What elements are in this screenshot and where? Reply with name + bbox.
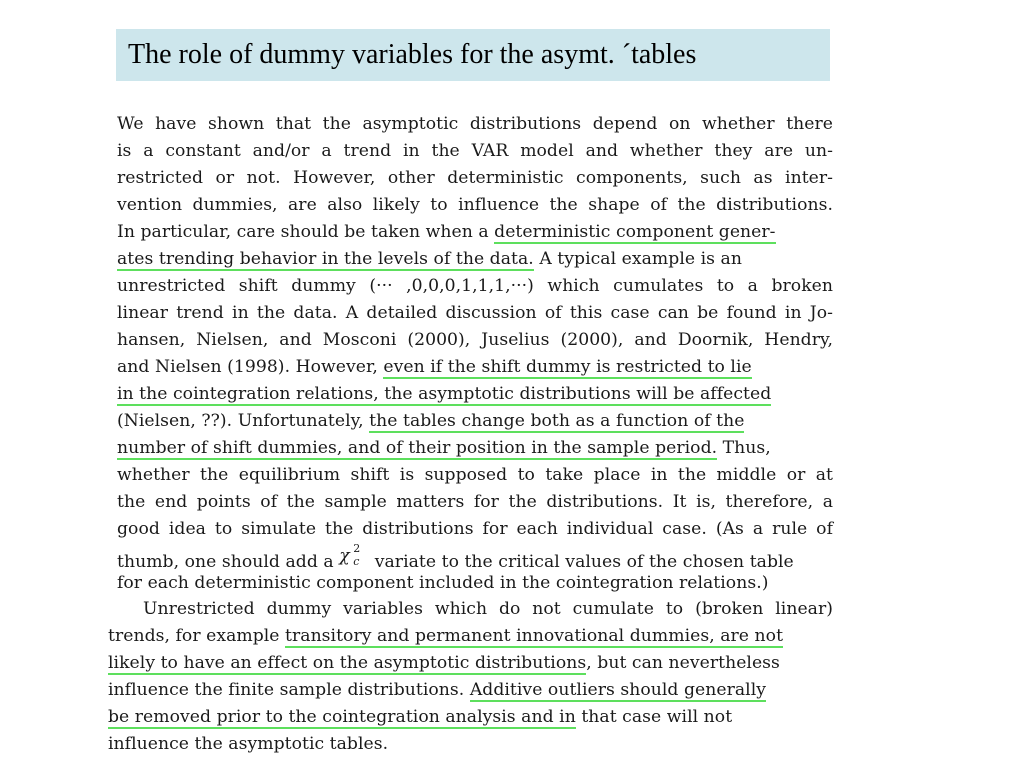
p1-line-8 — [117, 302, 833, 324]
text-run: influence the finite sample distributions. — [108, 680, 470, 700]
p1-line-18 — [117, 572, 768, 594]
text-run: restricted or not. However, other deterministic components, such as inter- — [117, 168, 833, 188]
p1-line-15 — [117, 491, 833, 513]
text-run: variate to the critical values of the chosen table — [369, 552, 794, 572]
text-run: hansen, Nielsen, and Mosconi (2000), Juselius (2000), and Doornik, Hendry, — [117, 330, 833, 350]
p1-line-1 — [117, 113, 833, 135]
p1-line-17 — [117, 542, 794, 573]
text-run: Thus, — [717, 438, 771, 458]
highlighted-text: Additive outliers should generally — [469, 680, 767, 700]
chi-squared-symbol — [339, 542, 369, 568]
p1-line-6 — [117, 248, 742, 270]
text-run: Unrestricted dummy variables which do not cumulate to (broken linear) — [143, 599, 833, 619]
text-run: vention dummies, are also likely to influence the shape of the distributions. — [117, 195, 833, 215]
chi-subscript: c — [353, 555, 360, 568]
highlighted-text: ates trending behavior in the levels of the data. — [117, 249, 534, 269]
p1-line-7 — [117, 275, 833, 297]
highlighted-text: likely to have an effect on the asymptotic distributions — [108, 653, 587, 673]
p1-line-5 — [117, 221, 776, 243]
p1-line-12 — [117, 410, 744, 432]
text-run: linear trend in the data. A detailed discussion of this case can be found in Jo- — [117, 303, 833, 323]
highlighted-text: the tables change both as a function of the — [369, 411, 745, 431]
chi-superscript: 2 — [353, 542, 361, 555]
slide-title: The role of dummy variables for the asymt. ´tables — [128, 39, 697, 70]
text-run: unrestricted shift dummy (··· ,0,0,0,1,1,1,···) which cumulates to a broken — [117, 276, 833, 296]
text-run: for each deterministic component included in the cointegration relations.) — [117, 573, 769, 593]
text-run: and Nielsen (1998). However, — [117, 357, 384, 377]
highlighted-text: in the cointegration relations, the asymptotic distributions will be affected — [117, 384, 772, 404]
text-run: A typical example is an — [533, 249, 742, 269]
p1-line-4 — [117, 194, 833, 216]
p2-line-6 — [108, 733, 388, 755]
chi-letter: χ — [339, 546, 350, 566]
text-run: influence the asymptotic tables. — [108, 734, 389, 754]
highlighted-text: be removed prior to the cointegration analysis and in — [108, 707, 576, 727]
highlighted-text: number of shift dummies, and of their position in the sample period. — [117, 438, 718, 458]
p1-line-3 — [117, 167, 833, 189]
text-run: that case will not — [575, 707, 733, 727]
text-run: , but can nevertheless — [586, 653, 780, 673]
text-run: good idea to simulate the distributions for each individual case. (As a rule of — [117, 519, 833, 539]
text-run: (Nielsen, ??). Unfortunately, — [117, 411, 370, 431]
p2-line-2 — [108, 625, 783, 647]
p1-line-2 — [117, 140, 833, 162]
p1-line-14 — [117, 464, 833, 486]
highlighted-text: transitory and permanent innovational dummies, are not — [285, 626, 784, 646]
p2-line-5 — [108, 706, 732, 728]
text-run: thumb, one should add a — [117, 552, 340, 572]
text-run: trends, for example — [108, 626, 286, 646]
text-run: In particular, care should be taken when a — [117, 222, 495, 242]
p1-line-13 — [117, 437, 771, 459]
text-run: is a constant and/or a trend in the VAR model and whether they are un- — [117, 141, 833, 161]
p2-line-3 — [108, 652, 780, 674]
text-run: whether the equilibrium shift is supposed to take place in the middle or at — [117, 465, 833, 485]
p1-line-9 — [117, 329, 833, 351]
text-run: We have shown that the asymptotic distributions depend on whether there — [117, 114, 833, 134]
p1-line-11 — [117, 383, 771, 405]
highlighted-text: even if the shift dummy is restricted to lie — [383, 357, 752, 377]
p1-line-10 — [117, 356, 752, 378]
p2-line-4 — [108, 679, 766, 701]
text-run: the end points of the sample matters for the distributions. It is, therefore, a — [117, 492, 833, 512]
p2-line-1 — [143, 598, 833, 620]
p1-line-16 — [117, 518, 833, 540]
highlighted-text: deterministic component gener- — [494, 222, 776, 242]
